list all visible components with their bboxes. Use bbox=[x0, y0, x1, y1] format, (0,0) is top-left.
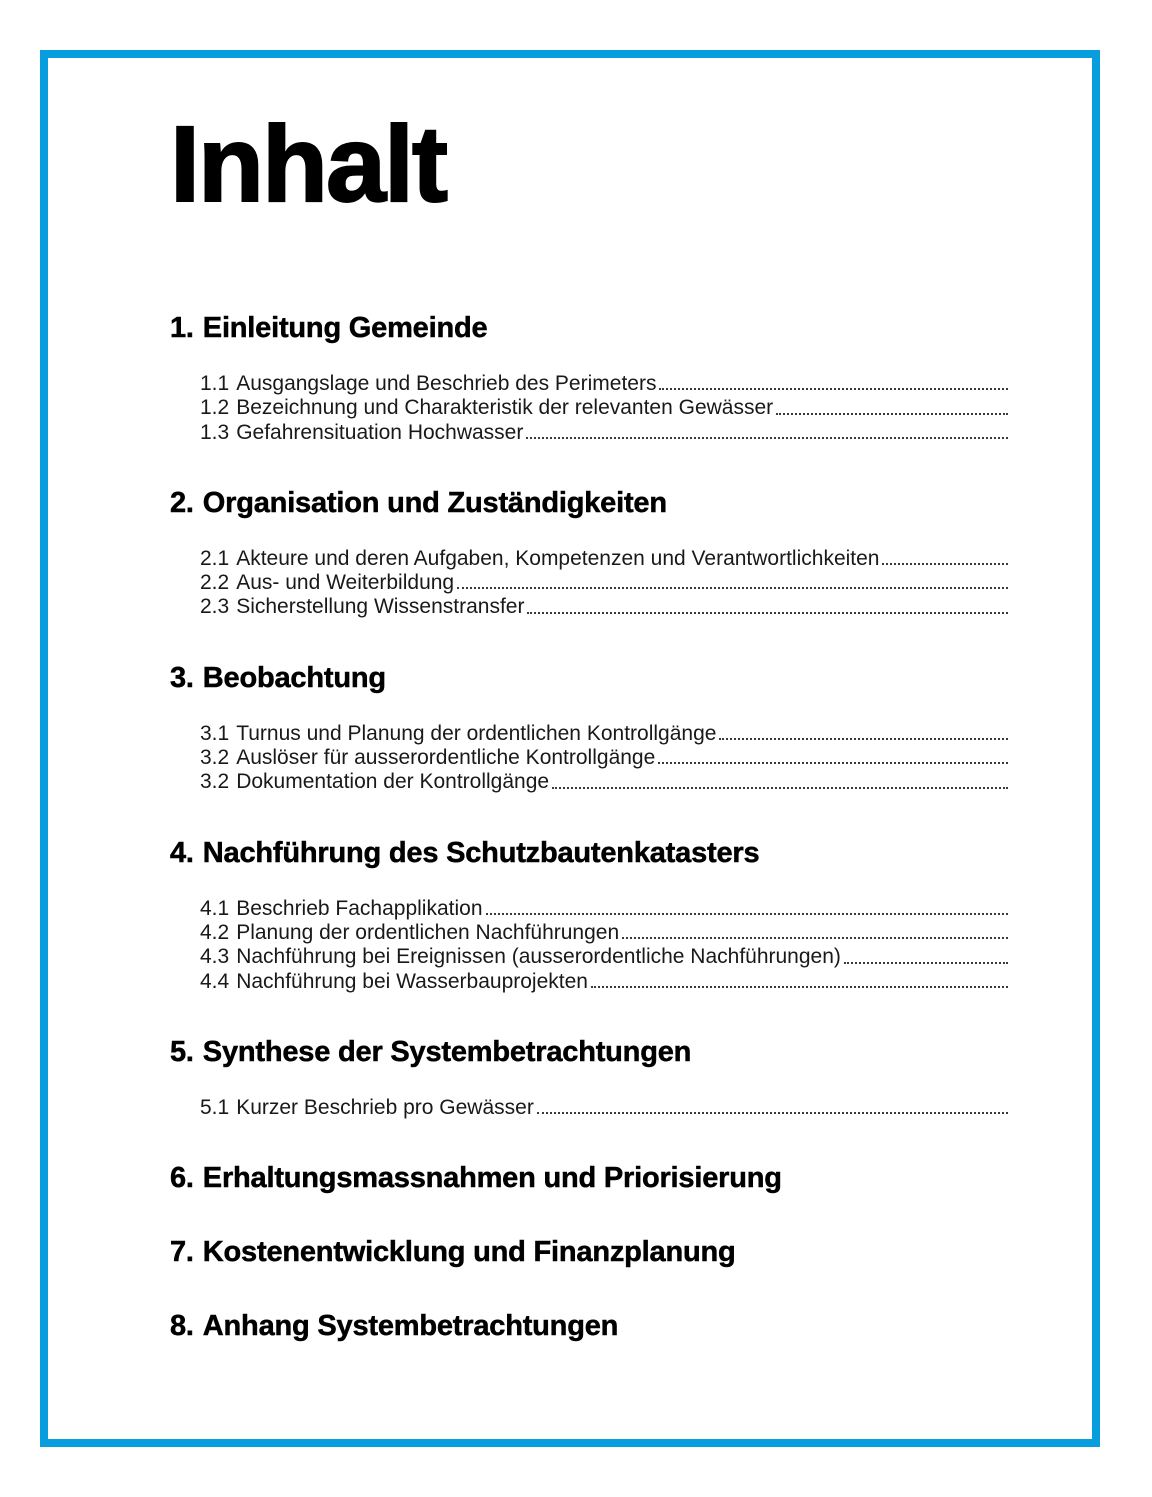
dot-leader bbox=[486, 913, 1008, 915]
section-item-list bbox=[200, 547, 1008, 620]
entry-label: Turnus und Planung der ordentlichen Kontrollgänge bbox=[236, 721, 717, 745]
toc-entry bbox=[200, 897, 1008, 921]
page-border bbox=[40, 50, 1100, 1447]
toc-entry bbox=[200, 746, 1008, 770]
dot-leader bbox=[591, 986, 1008, 988]
toc-section bbox=[170, 312, 1008, 445]
dot-leader bbox=[844, 962, 1008, 964]
section-title: Beobachtung bbox=[202, 661, 386, 694]
entry-label: Kurzer Beschrieb pro Gewässer bbox=[236, 1095, 534, 1119]
section-title: Synthese der Systembetrachtungen bbox=[202, 1035, 692, 1068]
dot-leader bbox=[537, 1112, 1008, 1114]
toc-section bbox=[170, 837, 1008, 994]
entry-number: 2.2 bbox=[200, 571, 230, 595]
toc-entry bbox=[200, 945, 1008, 969]
entry-label: Akteure und deren Aufgaben, Kompetenzen und Verantwortlichkeiten bbox=[236, 546, 880, 570]
section-number: 1. bbox=[170, 312, 194, 344]
entry-number: 1.2 bbox=[200, 396, 230, 420]
toc-section bbox=[170, 1036, 1008, 1120]
toc-entry bbox=[200, 722, 1008, 746]
section-item-list bbox=[200, 1096, 1008, 1120]
entry-text bbox=[200, 571, 454, 595]
entry-label: Nachführung bei Ereignissen (ausserordentliche Nachführungen) bbox=[236, 945, 841, 969]
section-number: 3. bbox=[170, 661, 194, 694]
entry-number: 1.3 bbox=[200, 420, 230, 444]
entry-text bbox=[200, 746, 655, 770]
section-number: 4. bbox=[170, 836, 194, 869]
dot-leader bbox=[882, 563, 1008, 565]
section-heading bbox=[170, 837, 1008, 869]
toc-section bbox=[170, 1236, 1008, 1268]
toc-entry bbox=[200, 372, 1008, 396]
section-title: Erhaltungsmassnahmen und Priorisierung bbox=[202, 1162, 782, 1195]
entry-text bbox=[200, 970, 588, 994]
dot-leader bbox=[658, 762, 1008, 764]
section-heading bbox=[170, 1036, 1008, 1068]
entry-text bbox=[200, 595, 524, 619]
section-title: Kostenentwicklung und Finanzplanung bbox=[202, 1236, 736, 1269]
entry-label: Auslöser für ausserordentliche Kontrollgänge bbox=[236, 746, 656, 770]
entry-label: Nachführung bei Wasserbauprojekten bbox=[236, 969, 588, 993]
toc-entry bbox=[200, 595, 1008, 619]
entry-label: Dokumentation der Kontrollgänge bbox=[236, 770, 550, 794]
entry-label: Planung der ordentlichen Nachführungen bbox=[236, 920, 620, 944]
toc-entry bbox=[200, 547, 1008, 571]
dot-leader bbox=[527, 612, 1008, 614]
toc-entry bbox=[200, 770, 1008, 794]
entry-text bbox=[200, 921, 619, 945]
toc-section bbox=[170, 1162, 1008, 1194]
toc-entry bbox=[200, 970, 1008, 994]
section-heading bbox=[170, 487, 1008, 519]
dot-leader bbox=[526, 437, 1008, 439]
entry-label: Gefahrensituation Hochwasser bbox=[236, 420, 524, 444]
toc bbox=[170, 312, 1008, 1342]
entry-text bbox=[200, 770, 549, 794]
entry-text bbox=[200, 372, 656, 396]
entry-label: Beschrieb Fachapplikation bbox=[236, 896, 483, 920]
page-title: Inhalt bbox=[170, 103, 446, 224]
entry-text bbox=[200, 945, 841, 969]
entry-number: 3.2 bbox=[200, 770, 230, 794]
dot-leader bbox=[457, 587, 1008, 589]
dot-leader bbox=[622, 937, 1008, 939]
section-heading bbox=[170, 1162, 1008, 1194]
entry-number: 4.4 bbox=[200, 969, 230, 993]
section-heading bbox=[170, 312, 1008, 344]
toc-section bbox=[170, 487, 1008, 620]
toc-entry bbox=[200, 421, 1008, 445]
entry-text bbox=[200, 722, 716, 746]
entry-text bbox=[200, 897, 483, 921]
entry-label: Aus- und Weiterbildung bbox=[236, 571, 455, 595]
section-item-list bbox=[200, 722, 1008, 795]
toc-entry bbox=[200, 1096, 1008, 1120]
section-title: Organisation und Zuständigkeiten bbox=[202, 486, 667, 519]
section-number: 5. bbox=[170, 1035, 194, 1068]
dot-leader bbox=[719, 738, 1008, 740]
dot-leader bbox=[776, 413, 1008, 415]
toc-entry bbox=[200, 396, 1008, 420]
entry-number: 5.1 bbox=[200, 1095, 230, 1119]
entry-number: 3.2 bbox=[200, 746, 230, 770]
entry-label: Ausgangslage und Beschrieb des Perimeters bbox=[236, 372, 657, 395]
entry-text bbox=[200, 1096, 534, 1120]
toc-entry bbox=[200, 571, 1008, 595]
entry-number: 4.1 bbox=[200, 896, 230, 920]
entry-number: 4.2 bbox=[200, 920, 230, 944]
entry-number: 3.1 bbox=[200, 721, 230, 745]
section-title: Einleitung Gemeinde bbox=[202, 312, 488, 344]
entry-number: 2.3 bbox=[200, 595, 230, 619]
entry-number: 4.3 bbox=[200, 945, 230, 969]
dot-leader bbox=[659, 388, 1008, 390]
section-heading bbox=[170, 1310, 1008, 1342]
section-heading bbox=[170, 1236, 1008, 1268]
entry-number: 2.1 bbox=[200, 546, 230, 570]
section-title: Nachführung des Schutzbautenkatasters bbox=[202, 836, 760, 869]
section-number: 8. bbox=[170, 1310, 194, 1343]
toc-entry bbox=[200, 921, 1008, 945]
toc-content bbox=[48, 58, 1092, 1439]
entry-label: Bezeichnung und Charakteristik der relevanten Gewässer bbox=[236, 396, 774, 420]
entry-text bbox=[200, 421, 523, 445]
entry-text bbox=[200, 547, 879, 571]
entry-label: Sicherstellung Wissenstransfer bbox=[236, 595, 525, 619]
section-number: 7. bbox=[170, 1236, 194, 1269]
dot-leader bbox=[552, 787, 1008, 789]
section-number: 2. bbox=[170, 486, 194, 519]
section-title: Anhang Systembetrachtungen bbox=[202, 1310, 619, 1343]
entry-text bbox=[200, 396, 773, 420]
section-item-list bbox=[200, 897, 1008, 994]
entry-number: 1.1 bbox=[200, 372, 230, 395]
section-heading bbox=[170, 662, 1008, 694]
section-item-list bbox=[200, 372, 1008, 445]
toc-section bbox=[170, 1310, 1008, 1342]
toc-section bbox=[170, 662, 1008, 795]
section-number: 6. bbox=[170, 1162, 194, 1195]
